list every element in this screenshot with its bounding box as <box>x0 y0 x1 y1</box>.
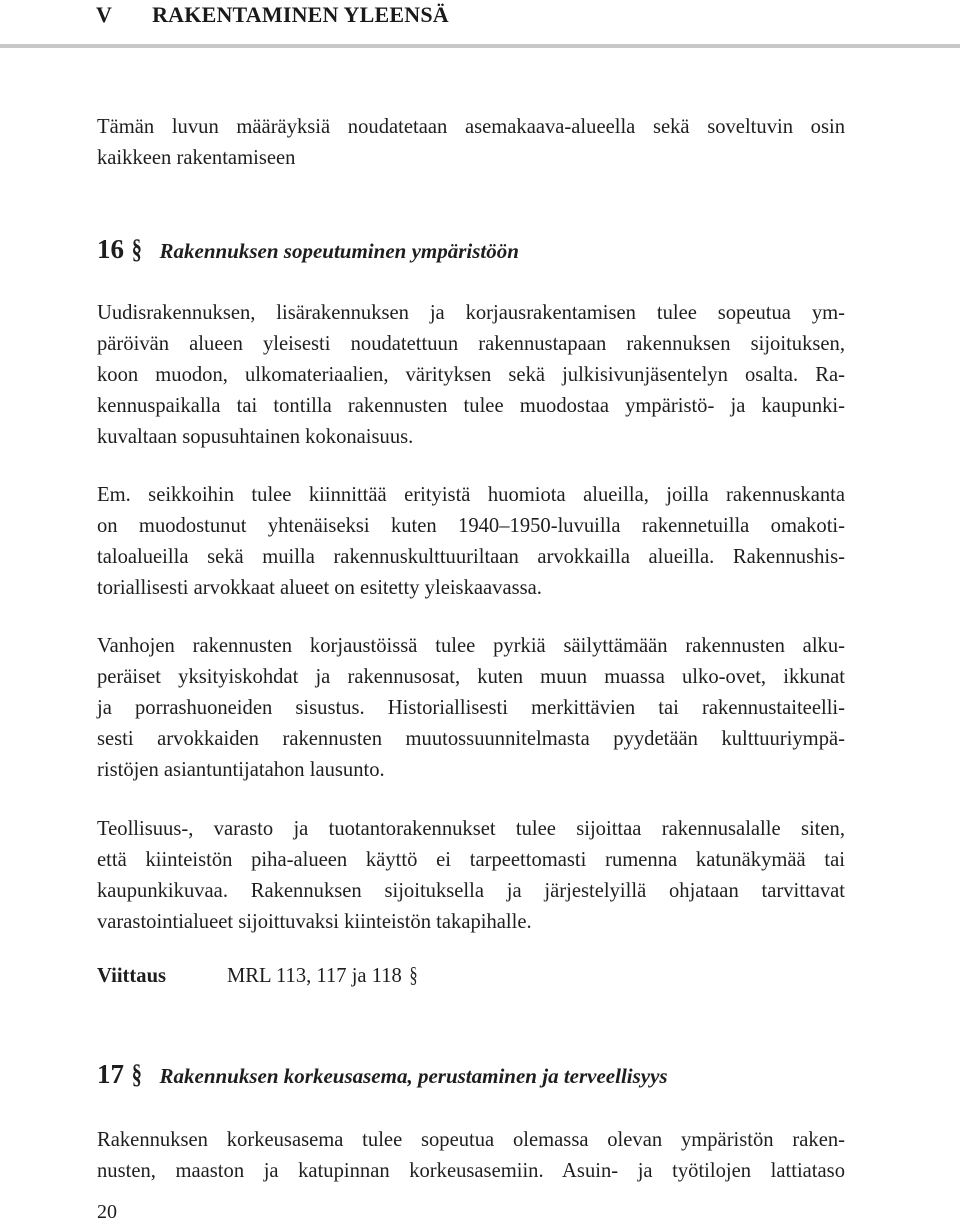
intro-line: kaikkeen rakentamiseen <box>97 147 296 169</box>
header-rule <box>0 44 960 48</box>
section-sign-icon: § <box>131 1059 142 1089</box>
text-line: sesti arvokkaiden rakennusten muutossuunnitelmasta pyydetään kulttuuriympä- <box>97 728 845 750</box>
section-16-paragraph-1 <box>97 298 845 453</box>
section-16-heading <box>97 234 519 265</box>
text-line: Em. seikkoihin tulee kiinnittää erityistä huomiota alueilla, joilla rakennuskanta <box>97 484 845 506</box>
section-16-paragraph-4 <box>97 814 845 938</box>
text-line: kuvaltaan sopusuhtainen kokonaisuus. <box>97 426 414 448</box>
text-line: päröivän alueen yleisesti noudatettuun rakennustapaan rakennuksen sijoituksen, <box>97 333 845 355</box>
section-17-heading <box>97 1059 668 1090</box>
text-line: kennuspaikalla tai tontilla rakennusten tulee muodostaa ympäristö- ja kaupunki- <box>97 395 845 417</box>
section-sign-icon: § <box>409 962 418 987</box>
reference-text: MRL 113, 117 ja 118 <box>227 965 402 987</box>
text-line: ja porrashuoneiden sisustus. Historiallisesti merkittävien tai rakennustaiteelli- <box>97 697 845 719</box>
text-line: varastointialueet sijoittuvaksi kiinteistön takapihalle. <box>97 911 532 933</box>
text-line: taloalueilla sekä muilla rakennuskulttuuriltaan arvokkailla alueilla. Rakennushis- <box>97 546 845 568</box>
section-17-paragraph <box>97 1125 845 1187</box>
text-line: Rakennuksen korkeusasema tulee sopeutua olemassa olevan ympäristön raken- <box>97 1129 845 1151</box>
text-line: että kiinteistön piha-alueen käyttö ei tarpeettomasti rumenna katunäkymää tai <box>97 849 845 871</box>
intro-paragraph <box>97 112 845 174</box>
section-number: 16 <box>97 234 124 264</box>
section-title: Rakennuksen sopeutuminen ympäristöön <box>159 239 519 263</box>
section-16-paragraph-3 <box>97 631 845 786</box>
section-title: Rakennuksen korkeusasema, perustaminen ja terveellisyys <box>159 1064 668 1088</box>
reference-label: Viittaus <box>97 965 167 987</box>
section-16-paragraph-2 <box>97 480 845 604</box>
text-line: koon muodon, ulkomateriaalien, värityksen sekä julkisivunjäsentelyn osalta. Ra- <box>97 364 845 386</box>
chapter-title: RAKENTAMINEN YLEENSÄ <box>152 2 449 27</box>
chapter-number: V <box>96 2 113 27</box>
text-line: Teollisuus-, varasto ja tuotantorakennukset tulee sijoittaa rakennusalalle siten, <box>97 818 845 840</box>
text-line: Vanhojen rakennusten korjaustöissä tulee pyrkiä säilyttämään rakennusten alku- <box>97 635 845 657</box>
text-line: on muodostunut yhtenäiseksi kuten 1940–1950-luvuilla rakennetuilla omakoti- <box>97 515 845 537</box>
text-line: nusten, maaston ja katupinnan korkeusasemiin. Asuin- ja työtilojen lattiataso <box>97 1160 845 1182</box>
text-line: Uudisrakennuksen, lisärakennuksen ja korjausrakentamisen tulee sopeutua ym- <box>97 302 845 324</box>
section-sign-icon: § <box>131 234 142 264</box>
text-line: kaupunkikuvaa. Rakennuksen sijoituksella ja järjestelyillä ohjataan tarvittavat <box>97 880 845 902</box>
reference-line <box>97 962 435 988</box>
text-line: peräiset yksityiskohdat ja rakennusosat, kuten muun muassa ulko-ovet, ikkunat <box>97 666 845 688</box>
chapter-heading <box>96 2 449 28</box>
intro-line: Tämän luvun määräyksiä noudatetaan asemakaava-alueella sekä soveltuvin osin <box>97 116 845 138</box>
text-line: ristöjen asiantuntijatahon lausunto. <box>97 759 385 781</box>
section-number: 17 <box>97 1059 124 1089</box>
text-line: toriallisesti arvokkaat alueet on esitetty yleiskaavassa. <box>97 577 542 599</box>
page-number: 20 <box>97 1201 117 1223</box>
